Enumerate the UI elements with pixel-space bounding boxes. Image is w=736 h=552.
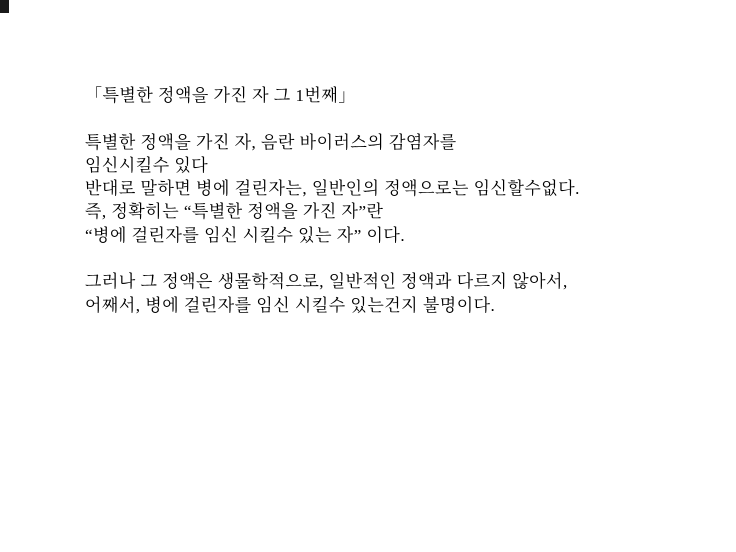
text-line: “병에 걸린자를 임신 시킬수 있는 자” 이다. (85, 225, 406, 245)
text-line: 그러나 그 정액은 생물학적으로, 일반적인 정액과 다르지 않아서, (85, 272, 568, 292)
text-block (85, 84, 580, 317)
text-line: 반대로 말하면 병에 걸린자는, 일반인의 정액으로는 임신할수없다. (85, 179, 580, 199)
text-line (85, 107, 580, 130)
text-line: 임신시킬수 있다 (85, 155, 209, 175)
corner-artifact (0, 0, 9, 13)
text-line: 특별한 정액을 가진 자, 음란 바이러스의 감염자를 (85, 132, 457, 152)
text-line: 「특별한 정액을 가진 자 그 1번째」 (85, 86, 356, 105)
text-line: 어째서, 병에 걸린자를 임신 시킬수 있는건지 불명이다. (85, 295, 496, 315)
text-line (85, 247, 580, 270)
text-line: 즉, 정확히는 “특별한 정액을 가진 자”란 (85, 202, 384, 222)
